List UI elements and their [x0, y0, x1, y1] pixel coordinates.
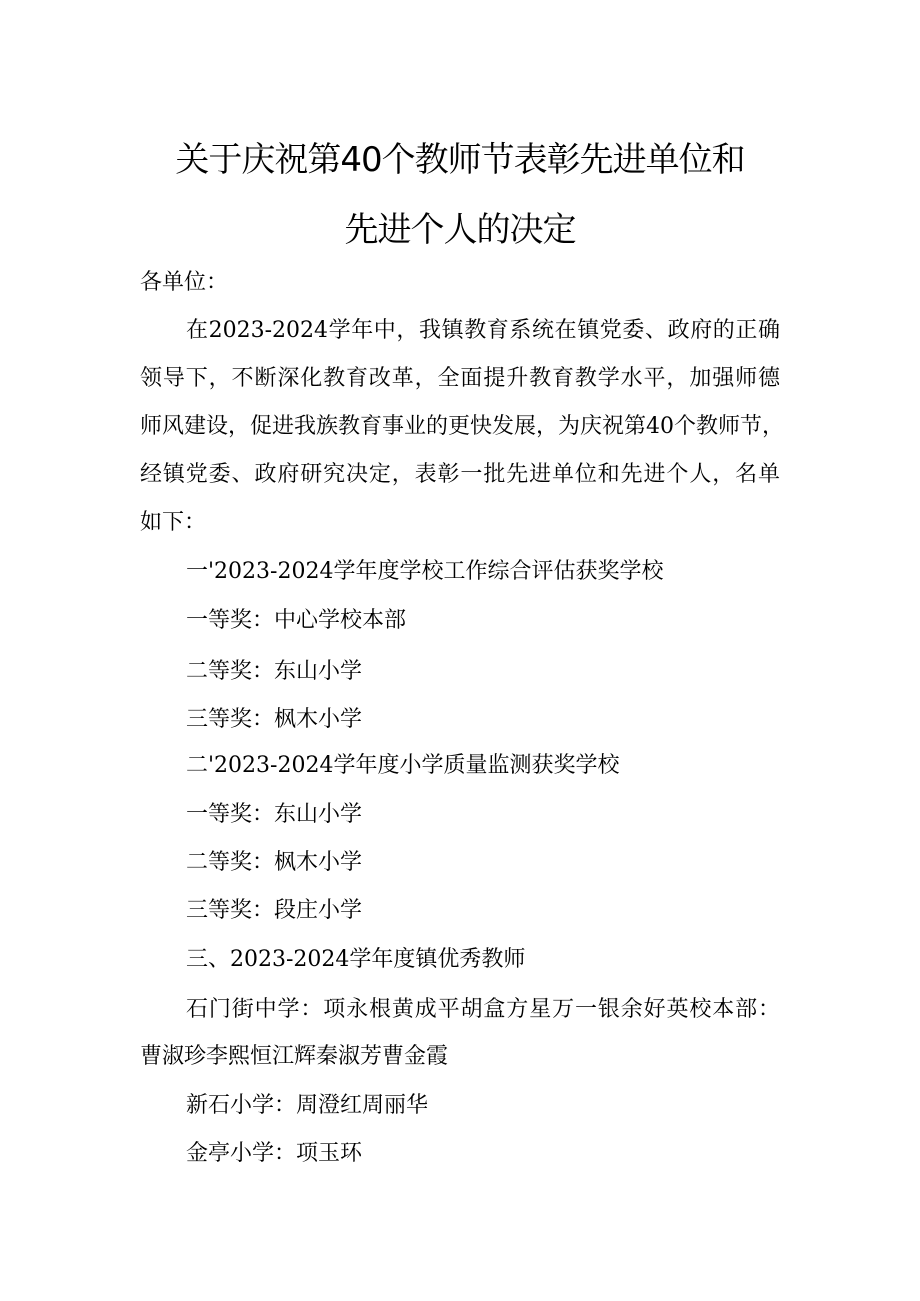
section-3-teachers-line-4: 金亭小学：项玉环 — [186, 1141, 363, 1166]
document-title-line-1: 关于庆祝第40个教师节表彰先进单位和 — [175, 140, 745, 180]
salutation: 各单位： — [140, 270, 229, 295]
intro-line-3: 师风建设，促进我族教育事业的更快发展，为庆祝第40个教师节， — [140, 414, 784, 439]
intro-line-4: 经镇党委、政府研究决定，表彰一批先进单位和先进个人，名单 — [140, 462, 780, 487]
section-1-first-prize: 一等奖：中心学校本部 — [186, 608, 407, 633]
document-title-line-2: 先进个人的决定 — [344, 210, 576, 250]
section-1-heading: 一'2023-2024学年度学校工作综合评估获奖学校 — [186, 559, 664, 584]
intro-line-5: 如下： — [140, 510, 207, 535]
section-2-second-prize: 二等奖：枫木小学 — [186, 850, 363, 875]
section-2-first-prize: 一等奖：东山小学 — [186, 802, 363, 827]
section-3-teachers-line-2: 曹淑珍李熙恒江辉秦淑芳曹金霞 — [140, 1044, 449, 1069]
section-3-teachers-line-3: 新石小学：周澄红周丽华 — [186, 1093, 429, 1118]
section-1-third-prize: 三等奖：枫木小学 — [186, 707, 363, 732]
section-3-teachers-line-1: 石门街中学：项永根黄成平胡盒方星万一银余好英校本部： — [186, 997, 780, 1022]
intro-line-1: 在2023-2024学年中，我镇教育系统在镇党委、政府的正确 — [186, 318, 780, 343]
section-2-third-prize: 三等奖：段庄小学 — [186, 898, 363, 923]
section-2-heading: 二'2023-2024学年度小学质量监测获奖学校 — [186, 753, 620, 778]
intro-line-2: 领导下，不断深化教育改革，全面提升教育教学水平，加强师德 — [140, 366, 780, 391]
section-1-second-prize: 二等奖：东山小学 — [186, 659, 363, 684]
section-3-heading: 三、2023-2024学年度镇优秀教师 — [186, 947, 526, 972]
